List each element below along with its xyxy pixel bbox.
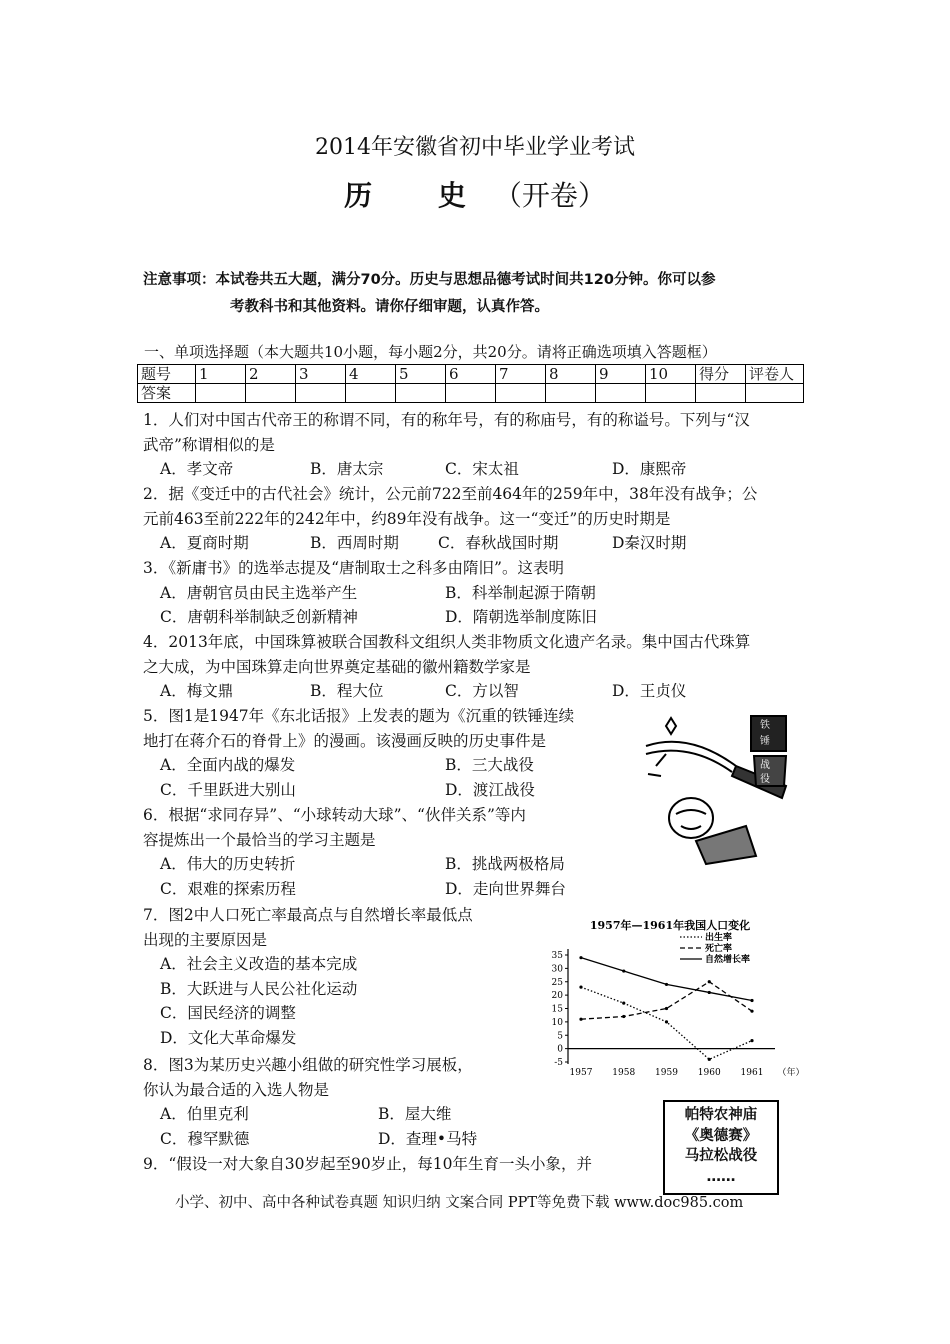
answer-cell[interactable] — [596, 384, 646, 403]
question-5-line: 5．图1是1947年《东北话报》上发表的题为《沉重的铁锤连续 — [143, 707, 575, 725]
answer-table-header-cell: 2 — [246, 365, 296, 384]
question-6-option[interactable]: A．伟大的历史转折 — [160, 855, 296, 874]
question-1-option[interactable]: B．唐太宗 — [310, 460, 384, 479]
question-7-option[interactable]: A．社会主义改造的基本完成 — [160, 955, 358, 974]
chart-data-point — [708, 1058, 711, 1061]
answer-table-header-cell: 得分 — [696, 365, 746, 384]
question-7-line: 7．图2中人口死亡率最高点与自然增长率最低点 — [143, 906, 473, 924]
chart-data-point — [665, 983, 668, 986]
question-1-option[interactable]: A．孝文帝 — [160, 460, 234, 479]
answer-table-header-cell: 题号 — [138, 365, 196, 384]
section-heading: 一、单项选择题（本大题共10小题，每小题2分，共20分。请将正确选项填入答题框） — [144, 343, 717, 361]
chart-y-tick-label: 35 — [551, 951, 563, 961]
answer-table-answer-row — [138, 384, 804, 403]
chart-data-point — [579, 986, 582, 989]
chart-y-tick-label: 30 — [551, 964, 563, 975]
notice — [143, 267, 823, 321]
chart-y-tick-label: 10 — [551, 1017, 563, 1028]
question-4-option[interactable]: C．方以智 — [445, 682, 519, 701]
chart-data-point — [750, 1010, 753, 1013]
question-1-option[interactable]: D．康熙帝 — [612, 460, 687, 479]
figure-1-cartoon — [636, 706, 806, 866]
subject-note: （开卷） — [493, 179, 606, 212]
board-line-4: …… — [706, 1168, 736, 1185]
chart-x-tick-label: 1961 — [740, 1068, 764, 1078]
question-5-option[interactable]: D．渡江战役 — [445, 780, 535, 799]
question-6-option[interactable]: B．挑战两极格局 — [445, 855, 565, 874]
question-3-option[interactable]: A．唐朝官员由民主选举产生 — [160, 583, 358, 602]
question-7-option[interactable]: C．国民经济的调整 — [160, 1004, 296, 1023]
answer-cell[interactable] — [396, 384, 446, 403]
exam-title: 2014年安徽省初中毕业学业考试 — [315, 135, 635, 160]
answer-cell[interactable] — [446, 384, 496, 403]
question-6-line: 容提炼出一个最恰当的学习主题是 — [143, 830, 376, 849]
question-4-line: 4．2013年底，中国珠算被联合国教科文组织人类非物质文化遗产名录。集中国古代珠算 — [143, 633, 751, 651]
question-6-option[interactable]: D．走向世界舞台 — [445, 879, 566, 898]
figure-3-board — [663, 1100, 779, 1195]
cartoon-label-4: 役 — [760, 774, 770, 785]
answer-table-header-cell: 5 — [396, 365, 446, 384]
answer-table-header-cell: 7 — [496, 365, 546, 384]
question-3-option[interactable]: C．唐朝科举制缺乏创新精神 — [160, 608, 358, 627]
chart-legend-label: 死亡率 — [705, 944, 733, 954]
answer-table-header-cell: 6 — [446, 365, 496, 384]
chart-legend-label: 出生率 — [705, 933, 733, 943]
cartoon-label-3: 战 — [760, 760, 770, 771]
question-5-line: 地打在蒋介石的脊骨上》的漫画。该漫画反映的历史事件是 — [143, 731, 547, 750]
question-2-line: 2．据《变迁中的古代社会》统计，公元前722至前464年的259年中，38年没有战争；公 — [143, 485, 758, 503]
question-1-line: 武帝”称谓相似的是 — [143, 435, 275, 454]
question-4-option[interactable]: D．王贞仪 — [612, 682, 687, 701]
question-8-option[interactable]: B．屋大维 — [378, 1105, 452, 1124]
chart-data-point — [708, 991, 711, 994]
question-2-option[interactable]: B．西周时期 — [310, 534, 399, 553]
chart-y-tick-label: 0 — [557, 1044, 563, 1055]
question-1-line: 1．人们对中国古代帝王的称谓不同，有的称年号，有的称庙号，有的称谥号。下列与“汉 — [143, 411, 750, 429]
chart-y-tick-label: 25 — [551, 977, 563, 988]
chart-data-point — [622, 1002, 625, 1005]
question-5-option[interactable]: A．全面内战的爆发 — [160, 756, 296, 775]
question-8-option[interactable]: D．查理•马特 — [378, 1129, 478, 1148]
chart-data-point — [579, 956, 582, 959]
question-9-line: 9．“假设一对大象自30岁起至90岁止，每10年生育一头小象，并 — [143, 1155, 592, 1173]
question-2-option[interactable]: A．夏商时期 — [160, 534, 249, 553]
chart-x-tick-label: 1960 — [697, 1068, 721, 1078]
answer-cell[interactable] — [196, 384, 246, 403]
figure-2-chart — [540, 915, 805, 1080]
answer-cell[interactable] — [346, 384, 396, 403]
answer-cell[interactable] — [546, 384, 596, 403]
answer-cell[interactable] — [296, 384, 346, 403]
chart-y-tick-label: -5 — [554, 1058, 563, 1068]
footer: 小学、初中、高中各种试卷真题 知识归纳 文案合同 PPT等免费下载 www.doc985.com — [175, 1195, 744, 1211]
chart-legend-label: 自然增长率 — [705, 955, 751, 965]
question-1-option[interactable]: C．宋太祖 — [445, 460, 519, 479]
question-6-line: 6．根据“求同存异”、“小球转动大球”、“伙伴关系”等内 — [143, 806, 526, 824]
chart-data-point — [579, 1018, 582, 1021]
question-2-option[interactable]: C．春秋战国时期 — [438, 534, 559, 553]
question-3-line: 3．《新庸书》的选举志提及“唐制取士之科多由隋旧”。这表明 — [143, 559, 564, 577]
chart-x-tick-label: 1959 — [655, 1068, 678, 1078]
cartoon-face — [669, 798, 713, 838]
question-2-line: 元前463至前222年的242年中，约89年没有战争。这一“变迁”的历史时期是 — [143, 509, 671, 528]
notice-line-2: 考教科书和其他资料。请你仔细审题，认真作答。 — [230, 299, 549, 315]
board-line-1: 帕特农神庙 — [684, 1107, 758, 1123]
answer-table-header-cell: 10 — [646, 365, 696, 384]
answer-cell[interactable] — [246, 384, 296, 403]
question-6-option[interactable]: C．艰难的探索历程 — [160, 879, 296, 898]
question-7-line: 出现的主要原因是 — [143, 930, 268, 949]
chart-y-tick-label: 15 — [551, 1004, 563, 1015]
question-8-option[interactable]: C．穆罕默德 — [160, 1129, 250, 1148]
chart-data-point — [665, 1007, 668, 1010]
chart-data-point — [708, 980, 711, 983]
board-line-2: 《奥德赛》 — [684, 1127, 758, 1144]
question-4-option[interactable]: B．程大位 — [310, 682, 384, 701]
cartoon-label-2: 锤 — [760, 736, 770, 747]
chart-data-point — [622, 1015, 625, 1018]
question-3-option[interactable]: B．科举制起源于隋朝 — [445, 583, 596, 602]
notice-line-1: 注意事项：本试卷共五大题，满分70分。历史与思想品德考试时间共120分钟。你可以参 — [143, 272, 716, 288]
board-line-3: 马拉松战役 — [684, 1148, 758, 1164]
subject-title — [0, 174, 950, 214]
answer-table-row-label: 答案 — [138, 384, 196, 403]
answer-cell[interactable] — [496, 384, 546, 403]
chart-y-tick-label: 20 — [551, 991, 563, 1002]
chart-x-tick-label: 1957 — [569, 1068, 593, 1078]
question-3-option[interactable]: D．隋朝选举制度陈旧 — [445, 608, 597, 627]
chart-data-point — [665, 1020, 668, 1023]
question-4-option[interactable]: A．梅文鼎 — [160, 682, 234, 701]
answer-table-header-cell: 1 — [196, 365, 246, 384]
answer-table-header-cell: 9 — [596, 365, 646, 384]
answer-cell[interactable] — [646, 384, 696, 403]
question-5-option[interactable]: C．千里跃进大别山 — [160, 780, 296, 799]
question-7-option[interactable]: D．文化大革命爆发 — [160, 1029, 297, 1047]
chart-data-point — [750, 1039, 753, 1042]
chart-data-point — [622, 969, 625, 972]
answer-table-header-cell: 评卷人 — [746, 365, 804, 384]
question-8-line: 你认为最合适的入选人物是 — [143, 1080, 330, 1099]
question-8-line: 8．图3为某历史兴趣小组做的研究性学习展板， — [143, 1056, 473, 1074]
answer-table — [137, 364, 804, 403]
question-4-line: 之大成，为中国珠算走向世界奠定基础的徽州籍数学家是 — [143, 657, 531, 676]
chart-series-line — [581, 982, 752, 1019]
chart-data-point — [750, 999, 753, 1002]
question-8-option[interactable]: A．伯里克利 — [160, 1105, 249, 1124]
answer-table-header-row — [138, 365, 804, 384]
cartoon-label-1: 铁 — [760, 720, 770, 731]
chart-x-label: （年） — [777, 1068, 805, 1078]
answer-table-header-cell: 4 — [346, 365, 396, 384]
question-2-option[interactable]: D秦汉时期 — [612, 534, 687, 553]
answer-table-header-cell: 8 — [546, 365, 596, 384]
answer-table-header-cell: 3 — [296, 365, 346, 384]
answer-cell[interactable] — [696, 384, 746, 403]
chart-y-tick-label: 5 — [557, 1031, 563, 1042]
answer-cell[interactable] — [746, 384, 804, 403]
question-5-option[interactable]: B．三大战役 — [445, 756, 534, 775]
question-7-option[interactable]: B．大跃进与人民公社化运动 — [160, 979, 358, 998]
chart-title: 1957年—1961年我国人口变化 — [589, 919, 751, 932]
chart-x-tick-label: 1958 — [612, 1068, 636, 1078]
subject-name: 历 史 — [344, 179, 494, 212]
